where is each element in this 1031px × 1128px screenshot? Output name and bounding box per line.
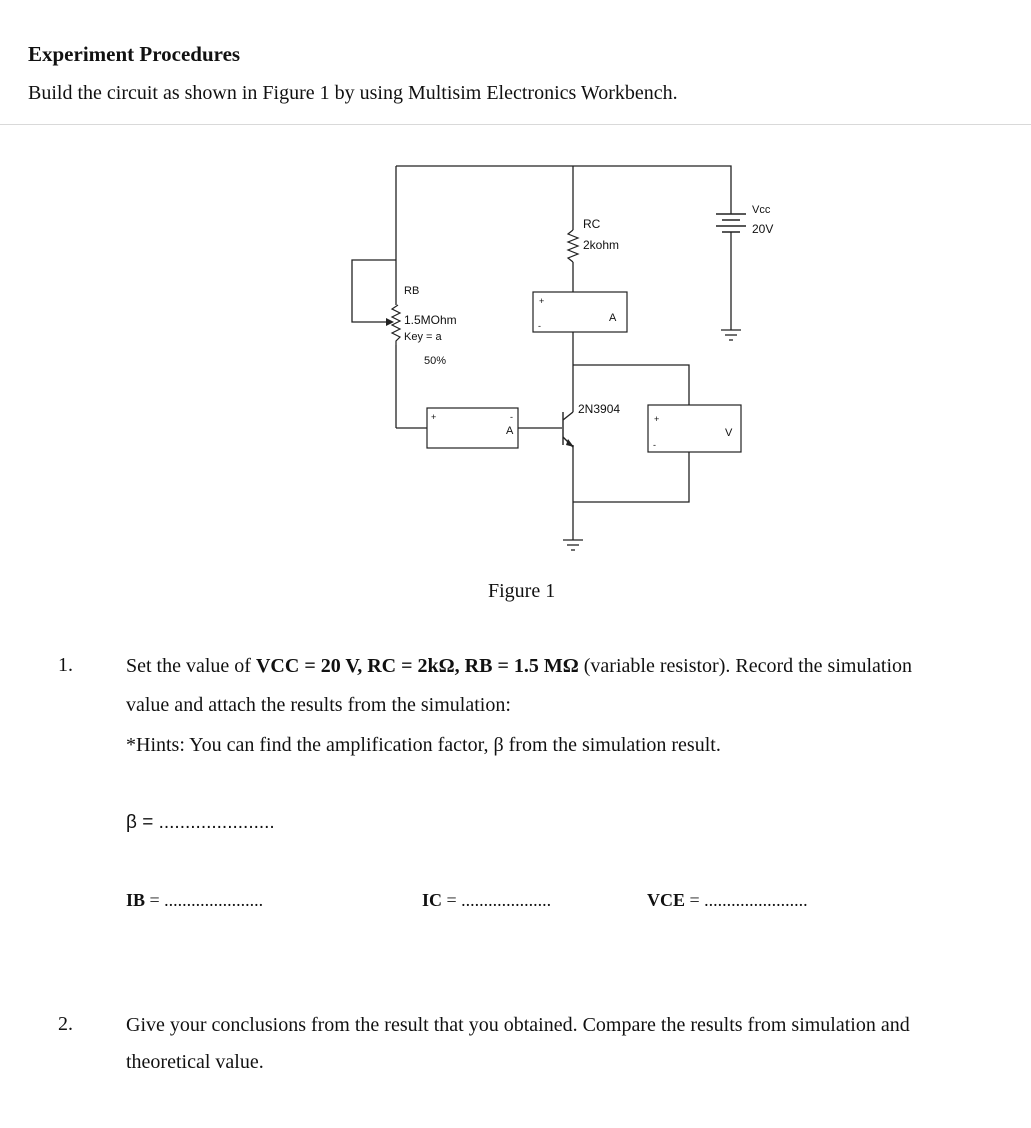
voltmeter-minus: - bbox=[653, 440, 656, 450]
rc-name-label: RC bbox=[583, 217, 601, 231]
base-ammeter bbox=[427, 408, 518, 448]
base-ammeter-unit: A bbox=[506, 425, 514, 437]
intro-text: Build the circuit as shown in Figure 1 by using Multisim Electronics Workbench. bbox=[28, 82, 678, 104]
beta-field: β = ...................... bbox=[126, 812, 275, 833]
q2-number: 2. bbox=[58, 1013, 73, 1035]
vce-field: VCE = ....................... bbox=[647, 890, 808, 910]
rb-percent-label: 50% bbox=[424, 355, 447, 367]
collector-ammeter-minus: - bbox=[538, 321, 541, 331]
q1-number: 1. bbox=[58, 654, 73, 676]
q1-vcc: VCC = 20 V, RC = 2kΩ, RB = 1.5 MΩ bbox=[255, 655, 579, 677]
base-ammeter-minus: - bbox=[510, 412, 513, 422]
collector-ammeter-unit: A bbox=[609, 312, 617, 324]
ib-field: IB = ...................... bbox=[126, 890, 264, 910]
voltmeter-plus: + bbox=[654, 414, 660, 424]
rb-value-label: 1.5MOhm bbox=[404, 313, 457, 327]
q1-line2: value and attach the results from the simulation: bbox=[126, 694, 511, 716]
vcc-value-label: 20V bbox=[752, 222, 774, 236]
q2-line2: theoretical value. bbox=[126, 1051, 264, 1073]
q1-hint: *Hints: You can find the amplification factor, β from the simulation result. bbox=[126, 734, 721, 756]
base-ammeter-plus: + bbox=[431, 412, 437, 422]
vcc-battery bbox=[716, 214, 746, 232]
ground-icon bbox=[563, 540, 583, 550]
vcc-name-label: Vcc bbox=[752, 204, 771, 216]
section-heading: Experiment Procedures bbox=[28, 42, 241, 66]
rc-value-label: 2kohm bbox=[583, 238, 620, 252]
transistor-label: 2N3904 bbox=[578, 402, 621, 416]
ground-icon bbox=[721, 330, 741, 340]
rb-resistor bbox=[392, 305, 400, 345]
q1-set-prefix: Set the value of bbox=[126, 655, 256, 677]
ic-field: IC = .................... bbox=[422, 890, 552, 910]
rb-name-label: RB bbox=[404, 285, 420, 297]
rc-resistor bbox=[568, 230, 578, 262]
q2-line1: Give your conclusions from the result that you obtained. Compare the results from simulation and bbox=[126, 1014, 910, 1036]
rb-key-label: Key = a bbox=[404, 331, 442, 343]
q1-set-suffix: (variable resistor). Record the simulation bbox=[578, 655, 912, 677]
collector-ammeter-plus: + bbox=[539, 296, 545, 306]
q1-line1 bbox=[126, 654, 912, 678]
voltmeter-unit: V bbox=[725, 427, 733, 439]
figure-caption: Figure 1 bbox=[488, 580, 556, 602]
